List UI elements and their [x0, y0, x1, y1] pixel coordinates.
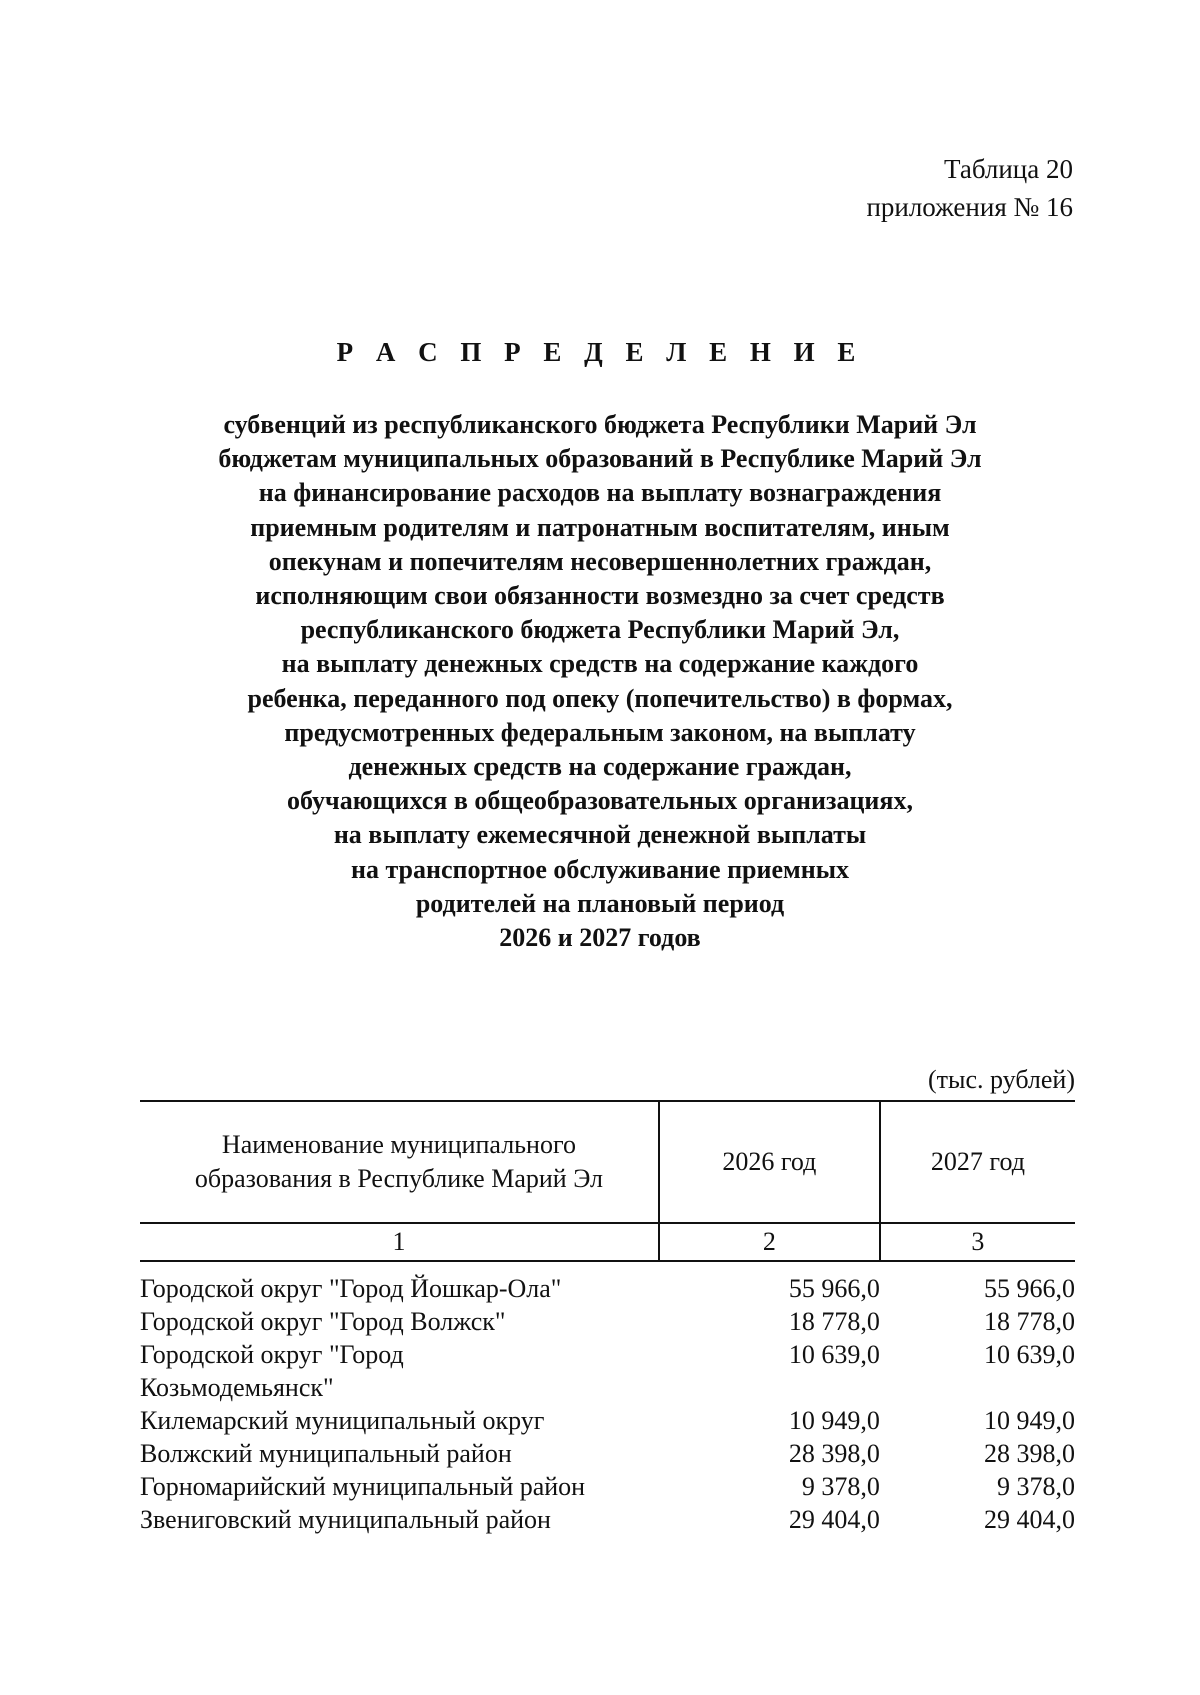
municipality-name: Городской округ "Город Волжск" — [140, 1307, 506, 1336]
subtitle-line: на выплату денежных средств на содержание каждого — [281, 649, 919, 679]
value-2026: 10 639,0 — [788, 1340, 880, 1369]
value-2026: 9 378,0 — [801, 1472, 880, 1501]
municipality-name: Городской округ "Город Йошкар-Ола" — [140, 1274, 562, 1303]
table-row — [140, 1305, 1075, 1338]
table-row — [140, 1272, 1075, 1305]
column-number: 2 — [659, 1223, 880, 1261]
column-number: 1 — [140, 1223, 659, 1261]
header-2026: 2026 год — [659, 1101, 880, 1223]
subtitle-line: республиканского бюджета Республики Марий Эл, — [300, 615, 900, 645]
document-title: Р А С П Р Е Д Е Л Е Н И Е — [336, 337, 864, 367]
table-row — [140, 1437, 1075, 1470]
subtitle-line: на выплату ежемесячной денежной выплаты — [333, 820, 867, 850]
column-number-row — [140, 1223, 1075, 1261]
subtitle-line: исполняющим свои обязанности возмездно за счет средств — [255, 581, 945, 611]
subtitle-line: на транспортное обслуживание приемных — [350, 854, 850, 884]
subtitle-line: приемным родителям и патронатным воспитателям, иным — [250, 512, 950, 542]
value-2027: 10 639,0 — [984, 1340, 1075, 1369]
table-row — [140, 1503, 1075, 1536]
subtitle-line: субвенций из республиканского бюджета Республики Марий Эл — [223, 410, 977, 439]
municipality-name: Волжский муниципальный район — [140, 1439, 512, 1468]
subtitle-line: денежных средств на содержание граждан, — [348, 752, 852, 782]
municipality-name: Горномарийский муниципальный район — [140, 1472, 586, 1501]
document-subtitle — [150, 408, 1050, 955]
subtitle-line: опекунам и попечителям несовершеннолетних граждан, — [268, 546, 932, 576]
value-2026: 10 949,0 — [788, 1406, 880, 1435]
subtitle-line: ребенка, переданного под опеку (попечительство) в формах, — [247, 683, 953, 713]
table-reference — [866, 150, 1073, 226]
municipality-name: Звениговский муниципальный район — [140, 1505, 551, 1534]
table-row — [140, 1404, 1075, 1437]
subtitle-line: родителей на плановый период — [415, 888, 785, 918]
subtitle-line: бюджетам муниципальных образований в Республике Марий Эл — [218, 444, 982, 474]
value-2027: 29 404,0 — [984, 1505, 1075, 1534]
municipality-name: Городской округ "Город Козьмодемьянск" — [140, 1340, 404, 1402]
value-2027: 10 949,0 — [984, 1406, 1075, 1435]
subtitle-line: на финансирование расходов на выплату вознаграждения — [258, 478, 942, 508]
municipality-name: Килемарский муниципальный округ — [140, 1406, 545, 1435]
table-row — [140, 1338, 1075, 1404]
subtitle-line: предусмотренных федеральным законом, на выплату — [284, 717, 916, 747]
table-header-row — [140, 1101, 1075, 1223]
value-2026: 29 404,0 — [788, 1505, 880, 1534]
distribution-table — [140, 1100, 1075, 1536]
header-2027: 2027 год — [880, 1101, 1075, 1223]
appendix-number: приложения № 16 — [866, 192, 1073, 222]
column-number: 3 — [880, 1223, 1075, 1261]
table-row — [140, 1470, 1075, 1503]
units-label: (тыс. рублей) — [927, 1065, 1075, 1094]
value-2027: 18 778,0 — [984, 1307, 1075, 1336]
value-2027: 55 966,0 — [984, 1274, 1075, 1303]
value-2027: 28 398,0 — [984, 1439, 1075, 1468]
value-2026: 28 398,0 — [788, 1439, 880, 1468]
header-municipality: Наименование муниципального образования в Республике Марий Эл — [140, 1101, 659, 1223]
subtitle-line: 2026 и 2027 годов — [499, 923, 701, 953]
table-body — [140, 1261, 1075, 1536]
subtitle-line: обучающихся в общеобразовательных организациях, — [287, 786, 913, 816]
value-2026: 18 778,0 — [788, 1307, 880, 1336]
value-2027: 9 378,0 — [997, 1472, 1075, 1501]
table-number: Таблица 20 — [944, 154, 1073, 184]
value-2026: 55 966,0 — [788, 1274, 880, 1303]
